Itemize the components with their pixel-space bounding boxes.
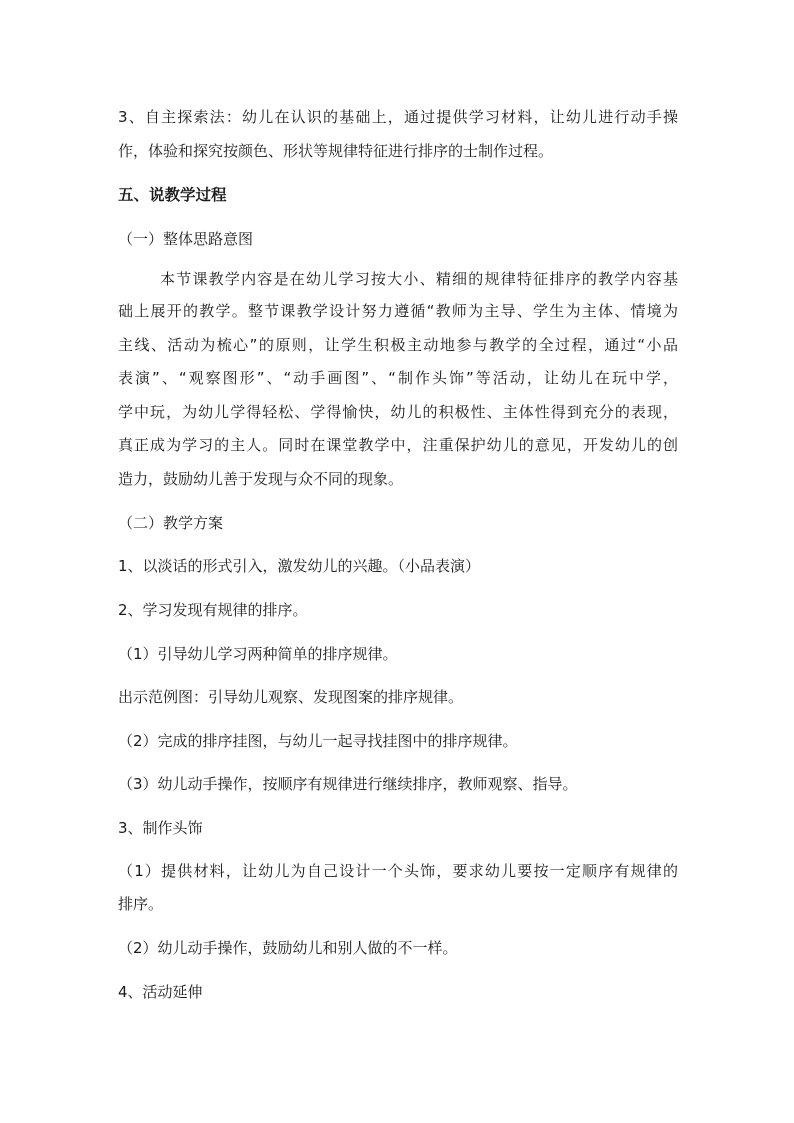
section-heading-teaching-process: 五、说教学过程 — [118, 186, 227, 204]
plan-item-2-example: 出示范例图：引导幼儿观察、发现图案的排序规律。 — [118, 688, 464, 706]
plan-item-2-sub-3: （3）幼儿动手操作，按顺序有规律进行继续排序，教师观察、指导。 — [118, 775, 578, 793]
paragraph-line-4: 表演”、“观察图形”、“动手画图”、“制作头饰”等活动，让幼儿在玩中学， — [118, 369, 678, 387]
plan-item-3: 3、制作头饰 — [118, 819, 203, 837]
paragraph-line-1: 本节课教学内容是在幼儿学习按大小、精细的规律特征排序的教学内容基 — [160, 270, 678, 288]
paragraph-line-6: 真正成为学习的主人。同时在课堂教学中，注重保护幼儿的意见，开发幼儿的创 — [118, 436, 678, 454]
subheading-overall-idea: （一）整体思路意图 — [118, 230, 254, 248]
plan-item-3-sub-2: （2）幼儿动手操作，鼓励幼儿和别人做的不一样。 — [118, 939, 458, 957]
paragraph-line-5: 学中玩，为幼儿学得轻松、学得愉快，幼儿的积极性、主体性得到充分的表现， — [118, 403, 678, 421]
plan-item-1: 1、以淡话的形式引入，激发幼儿的兴趣。（小品表演） — [118, 557, 481, 575]
method-3-line-1: 3、自主探索法：幼儿在认识的基础上，通过提供学习材料，让幼儿进行动手操 — [118, 108, 678, 126]
plan-item-2-sub-1: （1）引导幼儿学习两种简单的排序规律。 — [118, 645, 398, 663]
plan-item-3-sub-1-line-1: （1）提供材料，让幼儿为自己设计一个头饰，要求幼儿要按一定顺序有规律的 — [118, 862, 678, 880]
paragraph-line-3: 主线、活动为梳心”的原则，让学生积极主动地参与教学的全过程，通过“小品 — [118, 336, 678, 354]
method-3-line-2: 作，体验和探究按颜色、形状等规律特征进行排序的士制作过程。 — [118, 142, 554, 160]
plan-item-4: 4、活动延伸 — [118, 983, 203, 1001]
subheading-teaching-plan: （二）教学方案 — [118, 514, 224, 532]
paragraph-line-2: 础上展开的教学。整节课教学设计努力遵循“教师为主导、学生为主体、情境为 — [118, 302, 678, 320]
plan-item-2: 2、学习发现有规律的排序。 — [118, 601, 308, 619]
plan-item-2-sub-2: （2）完成的排序挂图，与幼儿一起寻找挂图中的排序规律。 — [118, 732, 518, 750]
paragraph-line-7: 造力，鼓励幼儿善于发现与众不同的现象。 — [118, 470, 404, 488]
plan-item-3-sub-1-line-2: 排序。 — [118, 895, 164, 913]
